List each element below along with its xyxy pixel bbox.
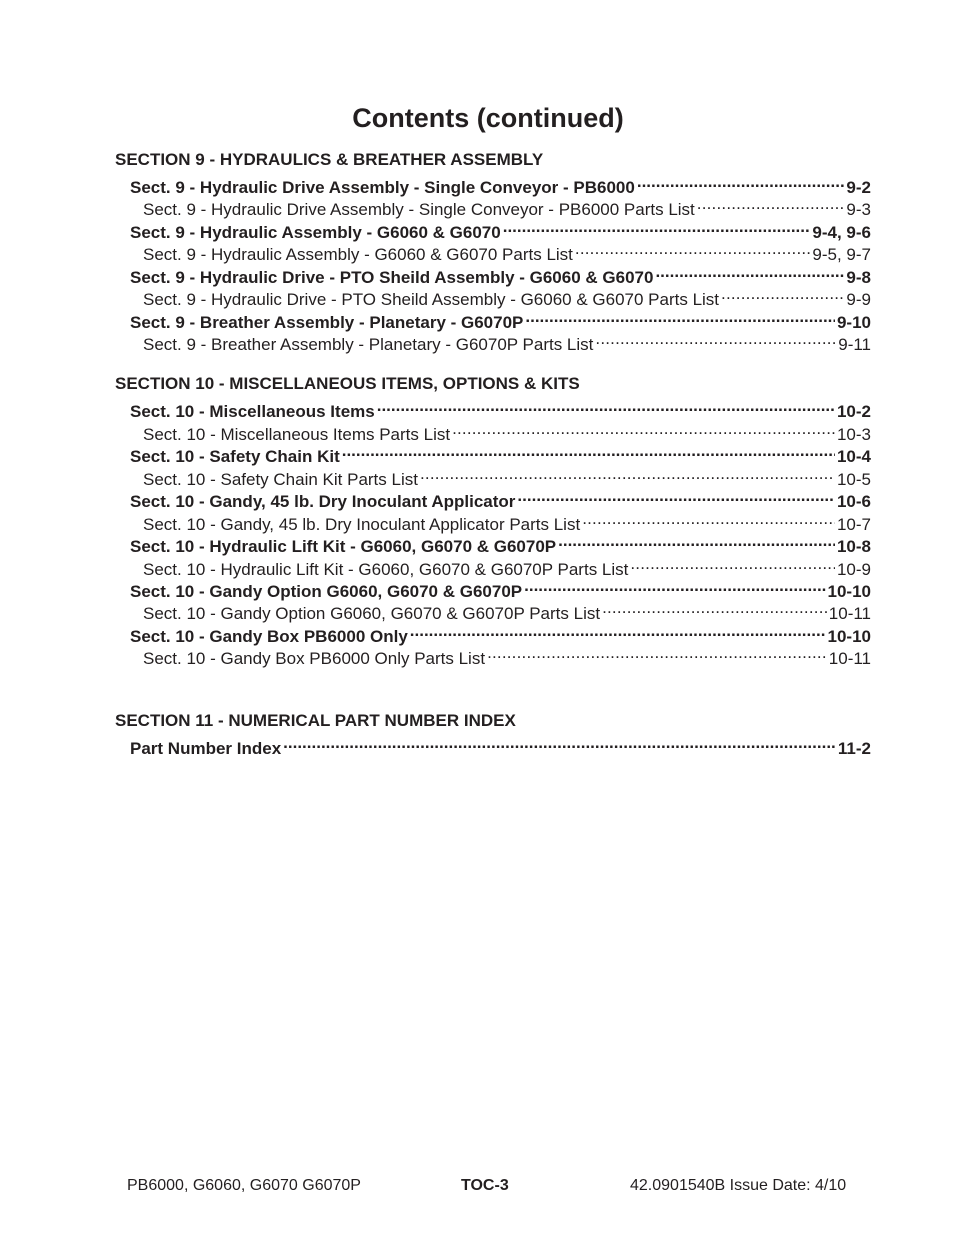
- toc-entry-label: Sect. 9 - Breather Assembly - Planetary - G6070P: [130, 313, 524, 332]
- dot-leader: [342, 440, 835, 462]
- dot-leader: [503, 216, 811, 238]
- toc-entry-label: Sect. 10 - Gandy Option G6060, G6070 & G6070P: [130, 582, 523, 601]
- toc-entry[interactable]: [130, 395, 871, 421]
- toc-entry-page: 9-2: [846, 178, 871, 197]
- toc-entry-page: 10-4: [836, 447, 871, 466]
- toc-entry-label: Sect. 10 - Hydraulic Lift Kit - G6060, G6070 & G6070P Parts List: [143, 560, 629, 579]
- toc-entry-label: Part Number Index: [130, 739, 282, 758]
- toc-entry[interactable]: [130, 216, 871, 242]
- toc-entry-label: Sect. 10 - Hydraulic Lift Kit - G6060, G6070 & G6070P: [130, 537, 557, 556]
- toc-entry-label: Sect. 10 - Gandy Box PB6000 Only Parts List: [143, 649, 486, 668]
- toc-entry[interactable]: [130, 732, 871, 758]
- toc-entry-page: 10-10: [827, 627, 871, 646]
- toc-entry[interactable]: [130, 261, 871, 287]
- section-heading-11: SECTION 11 - NUMERICAL PART NUMBER INDEX: [115, 711, 516, 730]
- toc-entry[interactable]: [130, 306, 871, 332]
- toc-entry-page: 10-9: [836, 560, 871, 579]
- toc-entry[interactable]: [130, 171, 871, 197]
- dot-leader: [517, 485, 835, 507]
- dot-leader: [487, 642, 827, 664]
- toc-entry[interactable]: [130, 575, 871, 601]
- toc-entry[interactable]: [143, 193, 871, 219]
- toc-entry-page: 9-10: [836, 313, 871, 332]
- toc-entry-page: 10-11: [828, 604, 871, 623]
- dot-leader: [525, 306, 835, 328]
- toc-entry-label: Sect. 10 - Miscellaneous Items Parts List: [143, 425, 451, 444]
- toc-entry-page: 9-8: [846, 268, 871, 287]
- toc-entry-page: 10-8: [836, 537, 871, 556]
- toc-entry-label: Sect. 9 - Breather Assembly - Planetary - G6070P Parts List: [143, 335, 594, 354]
- dot-leader: [655, 261, 844, 283]
- toc-entry-page: 11-2: [837, 739, 871, 758]
- footer-models: PB6000, G6060, G6070 G6070P: [127, 1177, 361, 1194]
- toc-entry-label: Sect. 9 - Hydraulic Drive - PTO Sheild Assembly - G6060 & G6070 Parts List: [143, 290, 720, 309]
- toc-entry[interactable]: [143, 238, 871, 264]
- dot-leader: [602, 597, 827, 619]
- toc-entry[interactable]: [130, 440, 871, 466]
- toc-entry-page: 10-5: [836, 470, 871, 489]
- toc-entry[interactable]: [143, 463, 871, 489]
- toc-entry-label: Sect. 10 - Gandy Box PB6000 Only: [130, 627, 408, 646]
- dot-leader: [582, 508, 835, 530]
- dot-leader: [575, 238, 811, 260]
- toc-entry-page: 10-2: [836, 402, 871, 421]
- toc-entry-label: Sect. 9 - Hydraulic Assembly - G6060 & G6070 Parts List: [143, 245, 573, 264]
- dot-leader: [630, 553, 835, 575]
- toc-entry-label: Sect. 10 - Miscellaneous Items: [130, 402, 375, 421]
- toc-entry[interactable]: [130, 620, 871, 646]
- toc-entry-label: Sect. 10 - Gandy, 45 lb. Dry Inoculant Applicator Parts List: [143, 515, 581, 534]
- toc-entry-page: 9-3: [846, 200, 871, 219]
- toc-entry-label: Sect. 10 - Safety Chain Kit: [130, 447, 340, 466]
- dot-leader: [558, 530, 835, 552]
- toc-entry[interactable]: [143, 283, 871, 309]
- toc-entry[interactable]: [143, 508, 871, 534]
- toc-entry-label: Sect. 10 - Gandy, 45 lb. Dry Inoculant Applicator: [130, 492, 516, 511]
- section-heading-10: SECTION 10 - MISCELLANEOUS ITEMS, OPTIONS & KITS: [115, 374, 580, 393]
- toc-entry-page: 10-10: [827, 582, 871, 601]
- toc-entry-page: 9-5, 9-7: [812, 245, 871, 264]
- dot-leader: [697, 193, 845, 215]
- toc-entry-label: Sect. 9 - Hydraulic Drive Assembly - Single Conveyor - PB6000: [130, 178, 635, 197]
- toc-entry[interactable]: [130, 530, 871, 556]
- toc-entry[interactable]: [143, 642, 871, 668]
- dot-leader: [420, 463, 835, 485]
- toc-entry-page: 10-6: [836, 492, 871, 511]
- footer-doc-issue: 42.0901540B Issue Date: 4/10: [630, 1177, 847, 1194]
- dot-leader: [721, 283, 844, 305]
- dot-leader: [377, 395, 835, 417]
- dot-leader: [410, 620, 826, 642]
- toc-entry-page: 10-7: [836, 515, 871, 534]
- toc-entry[interactable]: [143, 328, 871, 354]
- toc-entry-label: Sect. 10 - Gandy Option G6060, G6070 & G6070P Parts List: [143, 604, 601, 623]
- dot-leader: [595, 328, 836, 350]
- section-heading-9: SECTION 9 - HYDRAULICS & BREATHER ASSEMBLY: [115, 150, 544, 169]
- toc-entry-label: Sect. 10 - Safety Chain Kit Parts List: [143, 470, 418, 489]
- dot-leader: [637, 171, 845, 193]
- dot-leader: [452, 418, 835, 440]
- toc-entry-page: 10-3: [836, 425, 871, 444]
- toc-entry[interactable]: [143, 553, 871, 579]
- dot-leader: [524, 575, 825, 597]
- footer-page-id: TOC-3: [461, 1177, 509, 1194]
- toc-entry-page: 10-11: [828, 649, 871, 668]
- toc-entry-label: Sect. 9 - Hydraulic Drive Assembly - Single Conveyor - PB6000 Parts List: [143, 200, 695, 219]
- page-title: Contents (continued): [352, 103, 624, 133]
- toc-entry-page: 9-4, 9-6: [812, 223, 871, 242]
- toc-entry-page: 9-9: [846, 290, 871, 309]
- toc-entry[interactable]: [143, 597, 871, 623]
- toc-entry[interactable]: [130, 485, 871, 511]
- toc-entry-label: Sect. 9 - Hydraulic Assembly - G6060 & G6070: [130, 223, 501, 242]
- toc-entry-label: Sect. 9 - Hydraulic Drive - PTO Sheild Assembly - G6060 & G6070: [130, 268, 654, 287]
- toc-entry[interactable]: [143, 418, 871, 444]
- toc-entry-page: 9-11: [838, 335, 871, 354]
- dot-leader: [283, 732, 836, 754]
